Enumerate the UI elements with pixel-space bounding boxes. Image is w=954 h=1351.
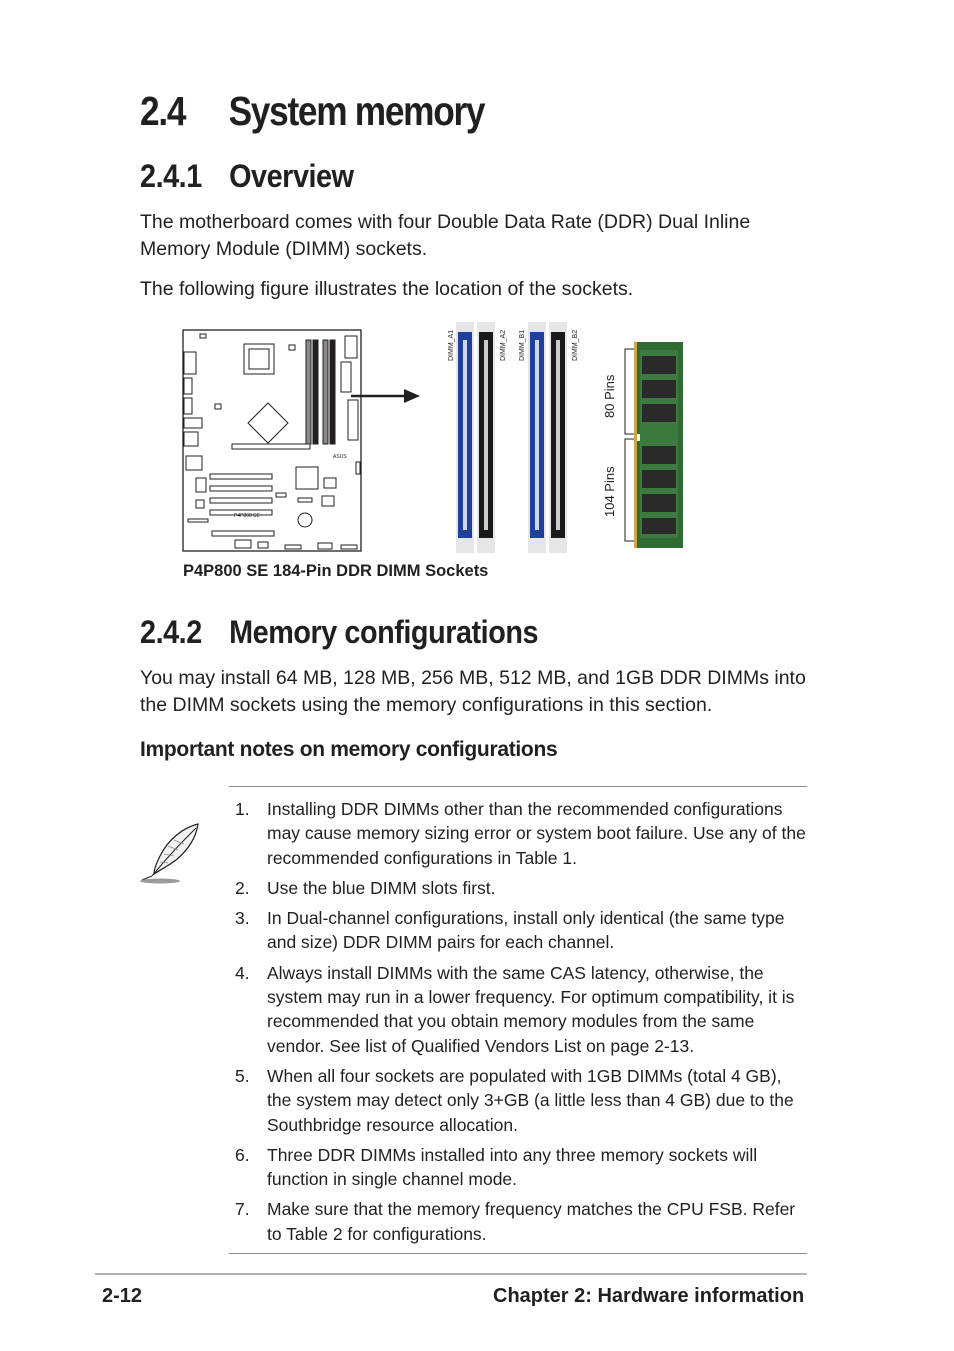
section-number: 2.4 (140, 88, 186, 134)
pins-80-label: 80 Pins (602, 374, 617, 418)
list-item: 6. Three DDR DIMMs installed into any three memory sockets will function in single channel mode. (235, 1144, 758, 1190)
page-number: 2-12 (102, 1285, 143, 1307)
notes-top-rule (229, 786, 807, 787)
overview-number: 2.4.1 (140, 158, 202, 194)
list-item: 7. Make sure that the memory frequency matches the CPU FSB. Refer to Table 2 for configurations. (235, 1199, 796, 1244)
notes-bottom-rule (229, 1253, 807, 1254)
configs-title: Memory configurations (229, 614, 539, 650)
notes-heading: Important notes on memory configurations (140, 738, 558, 761)
overview-paragraph-2: The following figure illustrates the location of the sockets. (140, 278, 634, 300)
figure-caption: P4P800 SE 184-Pin DDR DIMM Sockets (183, 562, 489, 580)
list-item: 2. Use the blue DIMM slots first. (235, 877, 496, 898)
memory-notes-list (229, 797, 809, 1252)
list-item: 4. Always install DIMMs with the same CAS latency, otherwise, the system may run in a lower frequency. For optimum compatibility, it is recommended that you obtain memory modules from the same vendor. See list of Qualified Vendors List on page 2-13. (235, 962, 795, 1056)
dimm-sockets (456, 322, 567, 553)
dimm-a2-label: DIMM_A2 (500, 329, 507, 361)
overview-paragraph-1: The motherboard comes with four Double Data Rate (DDR) Dual Inline Memory Module (DIMM) sockets. (140, 211, 751, 260)
chapter-title: Chapter 2: Hardware information (493, 1285, 805, 1307)
configs-number: 2.4.2 (140, 614, 202, 650)
dimm-b2-label: DIMM_B2 (572, 329, 579, 361)
board-model-label: P4P800 SE (234, 513, 260, 519)
board-logo: ASUS (333, 454, 347, 460)
note-feather-icon (138, 820, 204, 886)
list-item: 5. When all four sockets are populated with 1GB DIMMs (total 4 GB), the system may detect only 3+GB (a little less than 4 GB) due to the Southbridge resource allocation. (235, 1065, 794, 1135)
list-item: 3. In Dual-channel configurations, install only identical (the same type and size) DDR DIMM pairs for each channel. (235, 908, 785, 953)
configs-heading (140, 614, 538, 651)
footer-rule (95, 1273, 807, 1275)
dimm-socket-figure (0, 0, 954, 600)
list-item: 1. Installing DDR DIMMs other than the recommended configurations may cause memory sizing error or system boot failure. Use any of the recommended configurations in Table 1. (235, 799, 806, 868)
dimm-b1-label: DIMM_B1 (519, 329, 526, 361)
overview-title: Overview (229, 158, 354, 194)
dimm-a1-label: DIMM_A1 (448, 329, 455, 361)
pins-104-label: 104 Pins (602, 466, 617, 517)
section-title: System memory (228, 88, 485, 134)
configs-paragraph: You may install 64 MB, 128 MB, 256 MB, 512 MB, and 1GB DDR DIMMs into the DIMM sockets using the memory configurations in this section. (140, 667, 806, 716)
motherboard-diagram (183, 330, 361, 551)
dimm-module (634, 342, 683, 548)
